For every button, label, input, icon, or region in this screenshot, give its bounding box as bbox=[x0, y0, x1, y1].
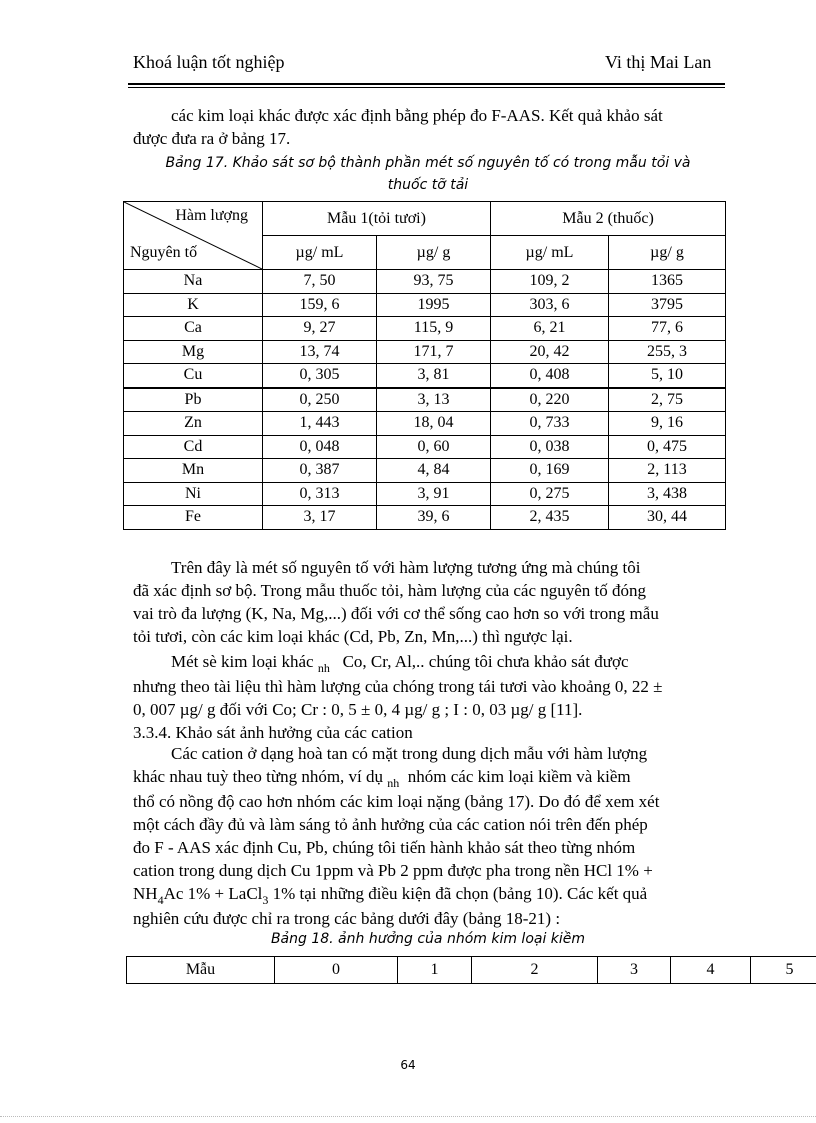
nh-fragment: nh bbox=[387, 776, 400, 790]
value-cell: 30, 44 bbox=[609, 506, 726, 530]
value-cell: 1365 bbox=[609, 270, 726, 294]
value-cell: 6, 21 bbox=[491, 317, 609, 341]
value-cell: 3, 438 bbox=[609, 482, 726, 506]
page-number: 64 bbox=[400, 1058, 416, 1072]
value-cell: 0, 408 bbox=[491, 364, 609, 388]
value-cell: 3, 13 bbox=[377, 388, 491, 412]
value-cell: 0, 038 bbox=[491, 435, 609, 459]
table-row bbox=[124, 482, 726, 506]
value-cell: 18, 04 bbox=[377, 412, 491, 436]
value-cell: 20, 42 bbox=[491, 340, 609, 364]
table18-cell: 0 bbox=[275, 957, 398, 984]
value-cell: 303, 6 bbox=[491, 293, 609, 317]
value-cell: 9, 27 bbox=[263, 317, 377, 341]
caption-line: thuốc tỡ tải bbox=[387, 177, 469, 193]
table-row bbox=[124, 506, 726, 530]
text-line: Các cation ở dạng hoà tan có mặt trong dung dịch mẫu với hàm lượng bbox=[171, 744, 648, 763]
table-row bbox=[124, 317, 726, 341]
text-line: Mét sè kim loại khác bbox=[171, 652, 314, 671]
text-line: thổ có nồng độ cao hơn nhóm các kim loại nặng (bảng 17). Do đó để xem xét bbox=[133, 792, 660, 811]
value-cell: 77, 6 bbox=[609, 317, 726, 341]
value-cell: 13, 74 bbox=[263, 340, 377, 364]
value-cell: 171, 7 bbox=[377, 340, 491, 364]
text-line: đã xác định sơ bộ. Trong mẫu thuốc tỏi, hàm lượng của các nguyên tố đóng bbox=[133, 581, 647, 600]
table18-cell: Mẫu bbox=[127, 957, 275, 984]
table-row bbox=[124, 293, 726, 317]
unit-header: µg/ mL bbox=[263, 236, 377, 270]
table-row bbox=[124, 364, 726, 388]
value-cell: 0, 475 bbox=[609, 435, 726, 459]
element-cell: Zn bbox=[124, 412, 263, 436]
sample2-header: Mẫu 2 (thuốc) bbox=[491, 202, 726, 236]
table-row bbox=[124, 340, 726, 364]
text-line: tỏi tươi, còn các kim loại khác (Cd, Pb, Zn, Mn,...) thì ngược lại. bbox=[133, 627, 573, 646]
text-line: 1% tại những điều kiện đã chọn (bảng 10). Các kết quả bbox=[268, 884, 648, 903]
page-bottom-rule bbox=[0, 1116, 816, 1117]
value-cell: 3, 17 bbox=[263, 506, 377, 530]
element-cell: Cd bbox=[124, 435, 263, 459]
table18-caption: Bảng 18. ảnh hưởng của nhóm kim loại kiềm bbox=[270, 931, 586, 947]
text-line: Ac 1% + LaCl bbox=[163, 884, 263, 903]
value-cell: 0, 250 bbox=[263, 388, 377, 412]
table-row bbox=[124, 435, 726, 459]
value-cell: 4, 84 bbox=[377, 459, 491, 483]
value-cell: 3, 91 bbox=[377, 482, 491, 506]
value-cell: 115, 9 bbox=[377, 317, 491, 341]
value-cell: 0, 387 bbox=[263, 459, 377, 483]
element-cell: K bbox=[124, 293, 263, 317]
element-cell: Mg bbox=[124, 340, 263, 364]
header-rule bbox=[128, 83, 725, 85]
element-cell: Ni bbox=[124, 482, 263, 506]
unit-header: µg/ g bbox=[377, 236, 491, 270]
element-cell: Cu bbox=[124, 364, 263, 388]
element-cell: Fe bbox=[124, 506, 263, 530]
value-cell: 9, 16 bbox=[609, 412, 726, 436]
value-cell: 5, 10 bbox=[609, 364, 726, 388]
table18-cell: 3 bbox=[598, 957, 671, 984]
subscript: 3 bbox=[262, 893, 269, 907]
text-line: cation trong dung dịch Cu 1ppm và Pb 2 ppm được pha trong nền HCl 1% + bbox=[133, 861, 653, 880]
intro-line: các kim loại khác được xác định bằng phép đo F-AAS. Kết quả khảo sát bbox=[171, 106, 663, 125]
table-row bbox=[127, 957, 816, 984]
table-row bbox=[124, 459, 726, 483]
table18-cell: 1 bbox=[398, 957, 472, 984]
value-cell: 1, 443 bbox=[263, 412, 377, 436]
text-line: Trên đây là mét số nguyên tố với hàm lượng tương ứng mà chúng tôi bbox=[171, 558, 641, 577]
value-cell: 7, 50 bbox=[263, 270, 377, 294]
text-line: 0, 007 µg/ g đối với Co; Cr : 0, 5 ± 0, 4 µg/ g ; I : 0, 03 µg/ g [11]. bbox=[133, 700, 583, 719]
table17-header-row bbox=[124, 202, 726, 236]
text-line: nghiên cứu được chỉ ra trong các bảng dưới đây (bảng 18-21) : bbox=[133, 909, 561, 928]
value-cell: 159, 6 bbox=[263, 293, 377, 317]
table18 bbox=[126, 956, 816, 984]
table18-cell: 4 bbox=[671, 957, 751, 984]
header-rule-thin bbox=[128, 87, 725, 88]
value-cell: 0, 220 bbox=[491, 388, 609, 412]
section-heading: 3.3.4. Khảo sát ảnh hưởng của các cation bbox=[133, 723, 413, 742]
corner-cell bbox=[124, 202, 263, 270]
text-line: nhóm các kim loại kiềm và kiềm bbox=[407, 767, 631, 786]
table-row bbox=[124, 412, 726, 436]
value-cell: 2, 75 bbox=[609, 388, 726, 412]
corner-top-label: Hàm lượng bbox=[175, 207, 248, 224]
subscript: 4 bbox=[157, 893, 164, 907]
element-cell: Mn bbox=[124, 459, 263, 483]
element-cell: Na bbox=[124, 270, 263, 294]
value-cell: 2, 113 bbox=[609, 459, 726, 483]
paragraph-summary bbox=[133, 556, 728, 648]
sample1-header: Mẫu 1(tỏi tươi) bbox=[263, 202, 491, 236]
value-cell: 0, 313 bbox=[263, 482, 377, 506]
header-left: Khoá luận tốt nghiệp bbox=[133, 52, 285, 72]
value-cell: 93, 75 bbox=[377, 270, 491, 294]
table-row bbox=[124, 270, 726, 294]
unit-header: µg/ g bbox=[609, 236, 726, 270]
value-cell: 2, 435 bbox=[491, 506, 609, 530]
value-cell: 0, 60 bbox=[377, 435, 491, 459]
element-cell: Ca bbox=[124, 317, 263, 341]
value-cell: 0, 048 bbox=[263, 435, 377, 459]
value-cell: 0, 305 bbox=[263, 364, 377, 388]
value-cell: 109, 2 bbox=[491, 270, 609, 294]
value-cell: 0, 733 bbox=[491, 412, 609, 436]
text-line: khác nhau tuỳ theo từng nhóm, ví dụ bbox=[133, 767, 384, 786]
table17 bbox=[123, 201, 726, 530]
text-line: đo F - AAS xác định Cu, Pb, chúng tôi tiến hành khảo sát theo từng nhóm bbox=[133, 838, 636, 857]
nh-fragment: nh bbox=[317, 661, 330, 675]
intro-paragraph bbox=[133, 104, 728, 150]
text-line: NH bbox=[133, 884, 158, 903]
paragraph-cations bbox=[133, 742, 728, 930]
text-line: vai trò đa lượng (K, Na, Mg,...) đối với cơ thể sống cao hơn so với trong mẫu bbox=[133, 604, 659, 623]
corner-bottom-label: Nguyên tố bbox=[130, 244, 198, 261]
text-line: Co, Cr, Al,.. chúng tôi chưa khảo sát được bbox=[342, 652, 629, 671]
text-line: nhưng theo tài liệu thì hàm lượng của chóng trong tái tươi vào khoảng 0, 22 ± bbox=[133, 677, 663, 696]
value-cell: 1995 bbox=[377, 293, 491, 317]
text-line: một cách đầy đủ và làm sáng tỏ ảnh hưởng của các cation nói trên đến phép bbox=[133, 815, 648, 834]
value-cell: 0, 169 bbox=[491, 459, 609, 483]
header-right: Vi thị Mai Lan bbox=[605, 52, 712, 72]
paragraph-other-metals bbox=[133, 650, 728, 744]
table18-cell: 5 bbox=[751, 957, 816, 984]
value-cell: 3795 bbox=[609, 293, 726, 317]
element-cell: Pb bbox=[124, 388, 263, 412]
table-row bbox=[124, 388, 726, 412]
value-cell: 0, 275 bbox=[491, 482, 609, 506]
table18-cell: 2 bbox=[472, 957, 598, 984]
caption-line: Bảng 17. Khảo sát sơ bộ thành phần mét số nguyên tố có trong mẫu tỏi và bbox=[165, 155, 691, 171]
value-cell: 3, 81 bbox=[377, 364, 491, 388]
value-cell: 39, 6 bbox=[377, 506, 491, 530]
value-cell: 255, 3 bbox=[609, 340, 726, 364]
table17-caption bbox=[126, 152, 730, 196]
intro-line: được đưa ra ở bảng 17. bbox=[133, 129, 291, 148]
unit-header: µg/ mL bbox=[491, 236, 609, 270]
